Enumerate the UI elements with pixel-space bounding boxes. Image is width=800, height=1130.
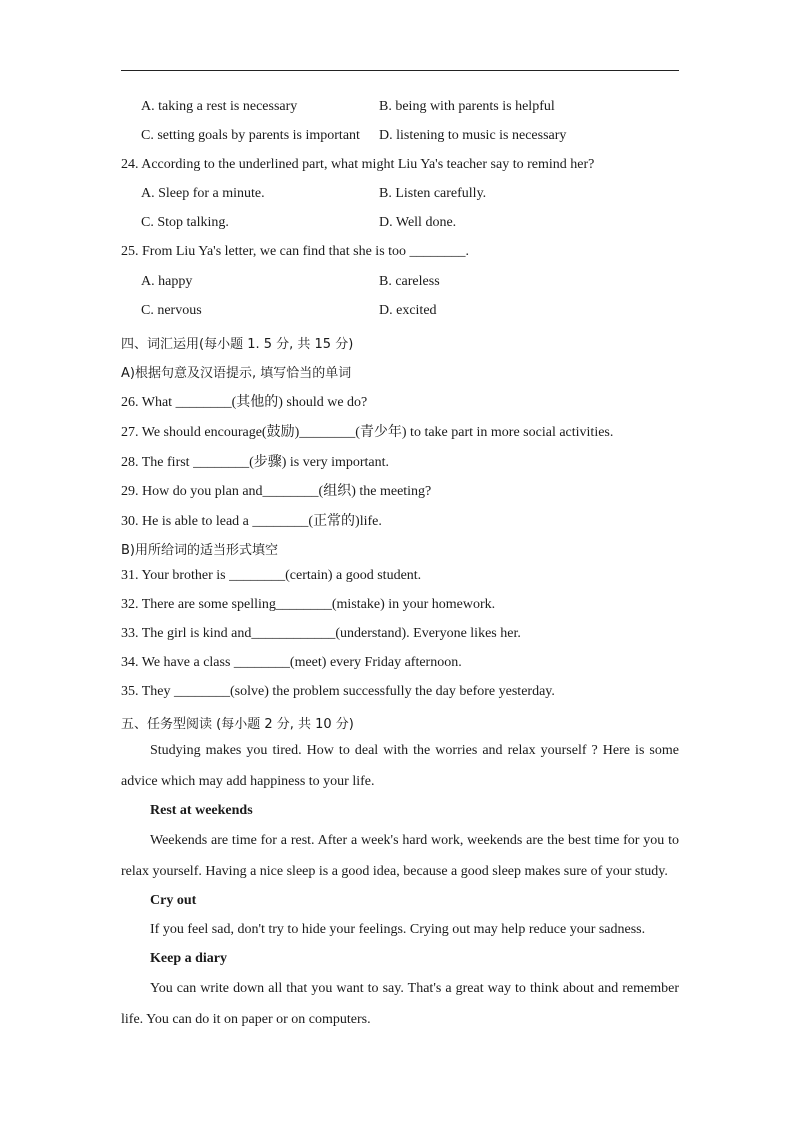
vocab-item: 30. He is able to lead a ________(正常的)life.	[121, 514, 382, 529]
vocab-item: 28. The first ________(步骤) is very important.	[121, 455, 390, 470]
q23-option-c[interactable]: C. setting goals by parents is important	[141, 128, 360, 143]
vocab-item: 29. How do you plan and________(组织) the meeting?	[121, 484, 432, 499]
q24-stem: 24. According to the underlined part, what might Liu Ya's teacher say to remind her?	[121, 157, 595, 172]
q24-option-a[interactable]: A. Sleep for a minute.	[141, 186, 265, 201]
paragraph-cry: If you feel sad, don't try to hide your feelings. Crying out may help reduce your sadness.	[150, 922, 646, 937]
paragraph-rest: Weekends are time for a rest. After a week's hard work, weekends are the best time for you to relax yourself. Having a nice sleep is a good idea, because a good sleep makes sure of your study.	[121, 833, 679, 879]
q25-option-b[interactable]: B. careless	[379, 274, 440, 289]
q23-option-b[interactable]: B. being with parents is helpful	[379, 99, 555, 114]
section4-title: 四、词汇运用(每小题 1. 5 分, 共 15 分)	[121, 337, 354, 352]
heading-keep-a-diary: Keep a diary	[150, 951, 227, 966]
q24-option-b[interactable]: B. Listen carefully.	[379, 186, 487, 201]
heading-cry-out: Cry out	[150, 893, 197, 908]
section4-part-a: A)根据句意及汉语提示, 填写恰当的单词	[121, 366, 352, 381]
section5-title: 五、任务型阅读 (每小题 2 分, 共 10 分)	[121, 717, 354, 732]
q23-option-a[interactable]: A. taking a rest is necessary	[141, 99, 298, 114]
word-form-item: 33. The girl is kind and____________(understand). Everyone likes her.	[121, 626, 521, 641]
vocab-item: 27. We should encourage(鼓励)________(青少年) to take part in more social activities.	[121, 425, 614, 440]
word-form-item: 35. They ________(solve) the problem successfully the day before yesterday.	[121, 684, 555, 699]
q25-option-c[interactable]: C. nervous	[141, 303, 202, 318]
word-form-item: 34. We have a class ________(meet) every Friday afternoon.	[121, 655, 462, 670]
q25-option-a[interactable]: A. happy	[141, 274, 193, 289]
word-form-item: 32. There are some spelling________(mistake) in your homework.	[121, 597, 496, 612]
header-rule	[121, 70, 679, 71]
q23-option-d[interactable]: D. listening to music is necessary	[379, 128, 567, 143]
q24-option-c[interactable]: C. Stop talking.	[141, 215, 229, 230]
q25-option-d[interactable]: D. excited	[379, 303, 437, 318]
vocab-item: 26. What ________(其他的) should we do?	[121, 395, 368, 410]
reading-intro: Studying makes you tired. How to deal with the worries and relax yourself ? Here is some advice which may add happiness to your life.	[121, 743, 679, 789]
q25-stem: 25. From Liu Ya's letter, we can find that she is too ________.	[121, 244, 470, 259]
paragraph-diary: You can write down all that you want to say. That's a great way to think about and remember life. You can do it on paper or on computers.	[121, 981, 679, 1027]
heading-rest-at-weekends: Rest at weekends	[150, 803, 253, 818]
section4-part-b: B)用所给词的适当形式填空	[121, 543, 278, 558]
word-form-item: 31. Your brother is ________(certain) a good student.	[121, 568, 422, 583]
q24-option-d[interactable]: D. Well done.	[379, 215, 457, 230]
